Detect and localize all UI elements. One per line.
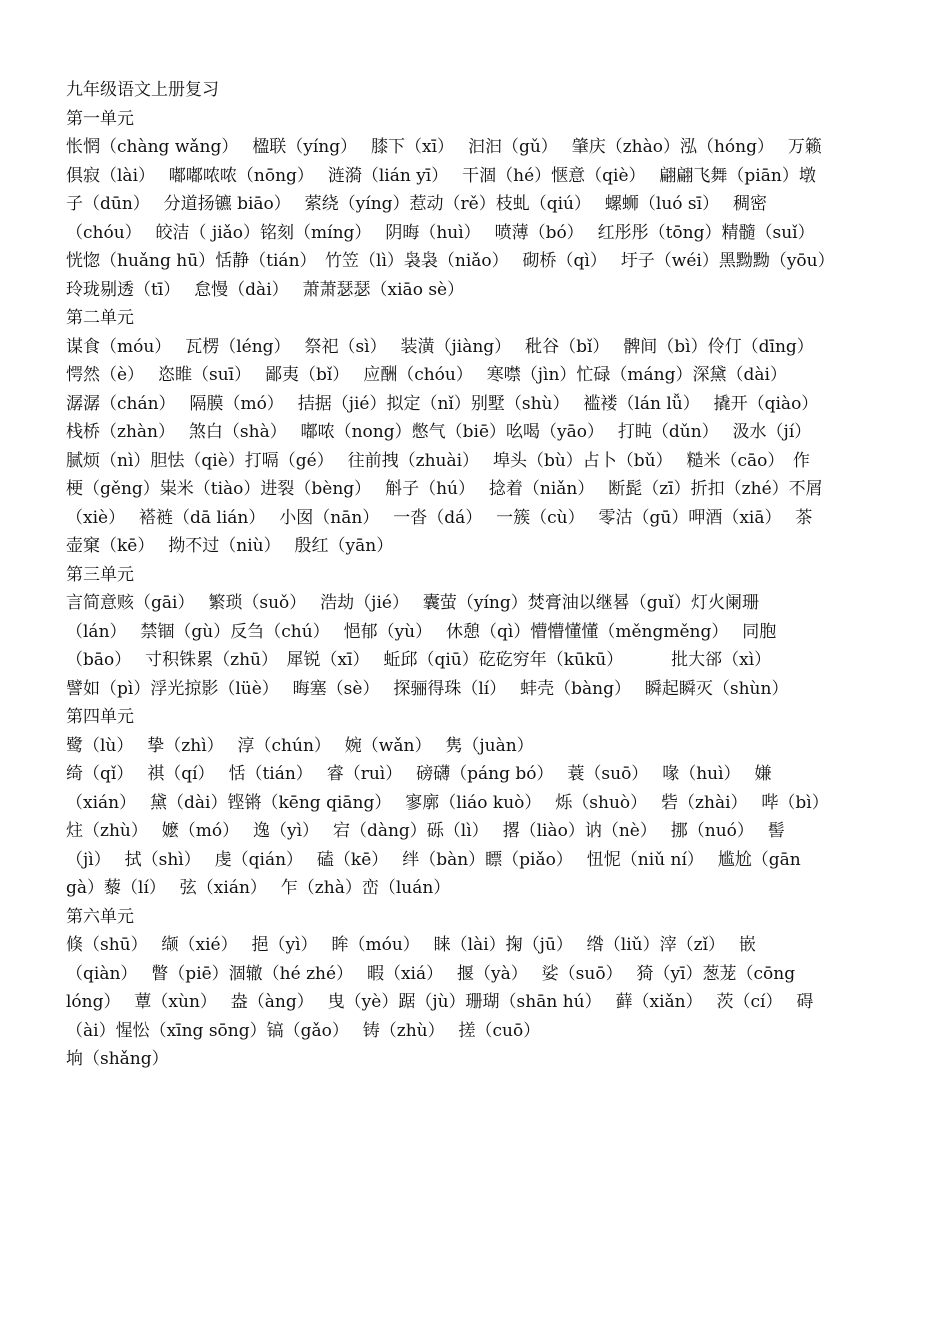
text-line: （ài）惺忪（xīng sōng）镐（gǎo） 铸（zhù） 搓（cuō） [66, 1020, 541, 1041]
text-line: 梗（gěng）粜米（tiào）进裂（bèng） 斛子（hú） 捻着（niǎn） 断髭（zī）折扣（zhé）不屑 [66, 479, 823, 499]
text-line: 炷（zhù） 嬷（mó） 逸（yì） 宕（dàng）砾（lì） 撂（liào）讷（nè） 挪（nuó） 髻 [66, 821, 785, 841]
text-line: 玲珑剔透（tī） 怠慢（dài） 萧萧瑟瑟（xiāo sè） [66, 279, 465, 300]
text-line: 子（dūn） 分道扬镳 biāo） 萦绕（yíng）惹动（rě）枝虬（qiú） 螺蛳（luó sī） 稠密 [66, 194, 767, 214]
text-line: （lán） 禁锢（gù）反刍（chú） 悒郁（yù） 休憩（qì）懵懵懂懂（měngměng） 同胞 [66, 621, 777, 642]
text-line: 壶窠（kē） 拗不过（niù） 殷红（yān） [66, 536, 394, 556]
text-line: （bāo） 寸积铢累（zhū） 犀锐（xī） 蚯邱（qiū）矻矻穷年（kūkū） 批大郤（xì） [66, 650, 772, 670]
text-line: 恍惚（huǎng hū）恬静（tián） 竹笠（lì）袅袅（niǎo） 砌桥（qì） 圩子（wéi）黑黝黝（yōu） [66, 251, 835, 271]
text-line: 怅惘（chàng wǎng） 楹联（yíng） 膝下（xī） 汩汩（gǔ） 肇庆（zhào）泓（hóng） 万籁 [66, 137, 822, 157]
text-line: 鹭（lù） 挚（zhì） 淳（chún） 婉（wǎn） 隽（juàn） [66, 735, 534, 756]
text-line: 潺潺（chán） 隔膜（mó） 拮据（jié）拟定（nǐ）别墅（shù） 褴褛（lán lǚ） 撬开（qiào） [66, 393, 819, 414]
text-line: gà）藜（lí） 弦（xián） 乍（zhà）峦（luán） [66, 878, 451, 898]
document-page [66, 76, 886, 1074]
text-line: 谋食（móu） 瓦楞（léng） 祭祀（sì） 装潢（jiàng） 秕谷（bǐ） 髀间（bì）伶仃（dīng） [66, 336, 814, 357]
text-line: 垧（shǎng） [66, 1049, 169, 1069]
text-line: （xiè） 褡裢（dā lián） 小囡（nān） 一沓（dá） 一簇（cù） 零沽（gū）呷酒（xiā） 茶 [66, 507, 813, 528]
text-line: lóng） 蕈（xùn） 盎（àng） 曳（yè）踞（jù）珊瑚（shān hú） 藓（xiǎn） 茨（cí） 碍 [66, 992, 814, 1012]
unit-heading-3: 第三单元 [66, 564, 134, 585]
unit-heading-1: 第一单元 [66, 108, 134, 129]
unit-heading-6: 第六单元 [66, 906, 134, 927]
text-line: （jì） 拭（shì） 虔（qián） 磕（kē） 绊（bàn）瞟（piǎo） 忸怩（niǔ ní） 尴尬（gān [66, 849, 801, 870]
text-line: （xián） 黛（dài）铿锵（kēng qiāng） 寥廓（liáo kuò） 烁（shuò） 砦（zhài） 哔（bì） [66, 792, 829, 813]
text-line: 绮（qǐ） 祺（qí） 恬（tián） 睿（ruì） 磅礴（páng bó） 蓑（suō） 喙（huì） 嫌 [66, 764, 772, 784]
text-line: 譬如（pì）浮光掠影（lüè） 晦塞（sè） 探骊得珠（lí） 蚌壳（bàng） 瞬起瞬灭（shùn） [66, 678, 789, 699]
text-line: 愕然（è） 恣睢（suī） 鄙夷（bǐ） 应酬（chóu） 寒噤（jìn）忙碌（máng）深黛（dài） [66, 365, 787, 385]
text-line: 俱寂（lài） 嘟嘟哝哝（nōng） 涟漪（lián yī） 干涸（hé）惬意（qiè） 翩翩飞舞（piān）墩 [66, 165, 816, 186]
document-title: 九年级语文上册复习 [66, 80, 219, 100]
text-line: 腻烦（nì）胆怯（qiè）打嗝（gé） 往前拽（zhuài） 埠头（bù）占卜（bǔ） 糙米（cāo） 作 [66, 450, 810, 471]
text-line: 倏（shū） 缬（xié） 挹（yì） 眸（móu） 睐（lài）掬（jū） 绺（liǔ）滓（zǐ） 嵌 [66, 935, 756, 955]
text-line: （qiàn） 瞥（piē）涸辙（hé zhé） 暇（xiá） 揠（yà） 娑（suō） 猗（yī）葱茏（cōng [66, 963, 796, 984]
text-line: （chóu） 皎洁（ jiǎo）铭刻（míng） 阴晦（huì） 喷薄（bó） 红彤彤（tōng）精髓（suǐ） [66, 222, 815, 243]
text-line: 栈桥（zhàn） 煞白（shà） 嘟哝（nong）憋气（biē）吆喝（yāo） 打盹（dǔn） 汲水（jí） [66, 422, 812, 442]
unit-heading-4: 第四单元 [66, 707, 134, 727]
unit-heading-2: 第二单元 [66, 308, 134, 328]
text-line: 言简意赅（gāi） 繁琐（suǒ） 浩劫（jié） 囊萤（yíng）焚膏油以继晷（guǐ）灯火阑珊 [66, 593, 759, 613]
